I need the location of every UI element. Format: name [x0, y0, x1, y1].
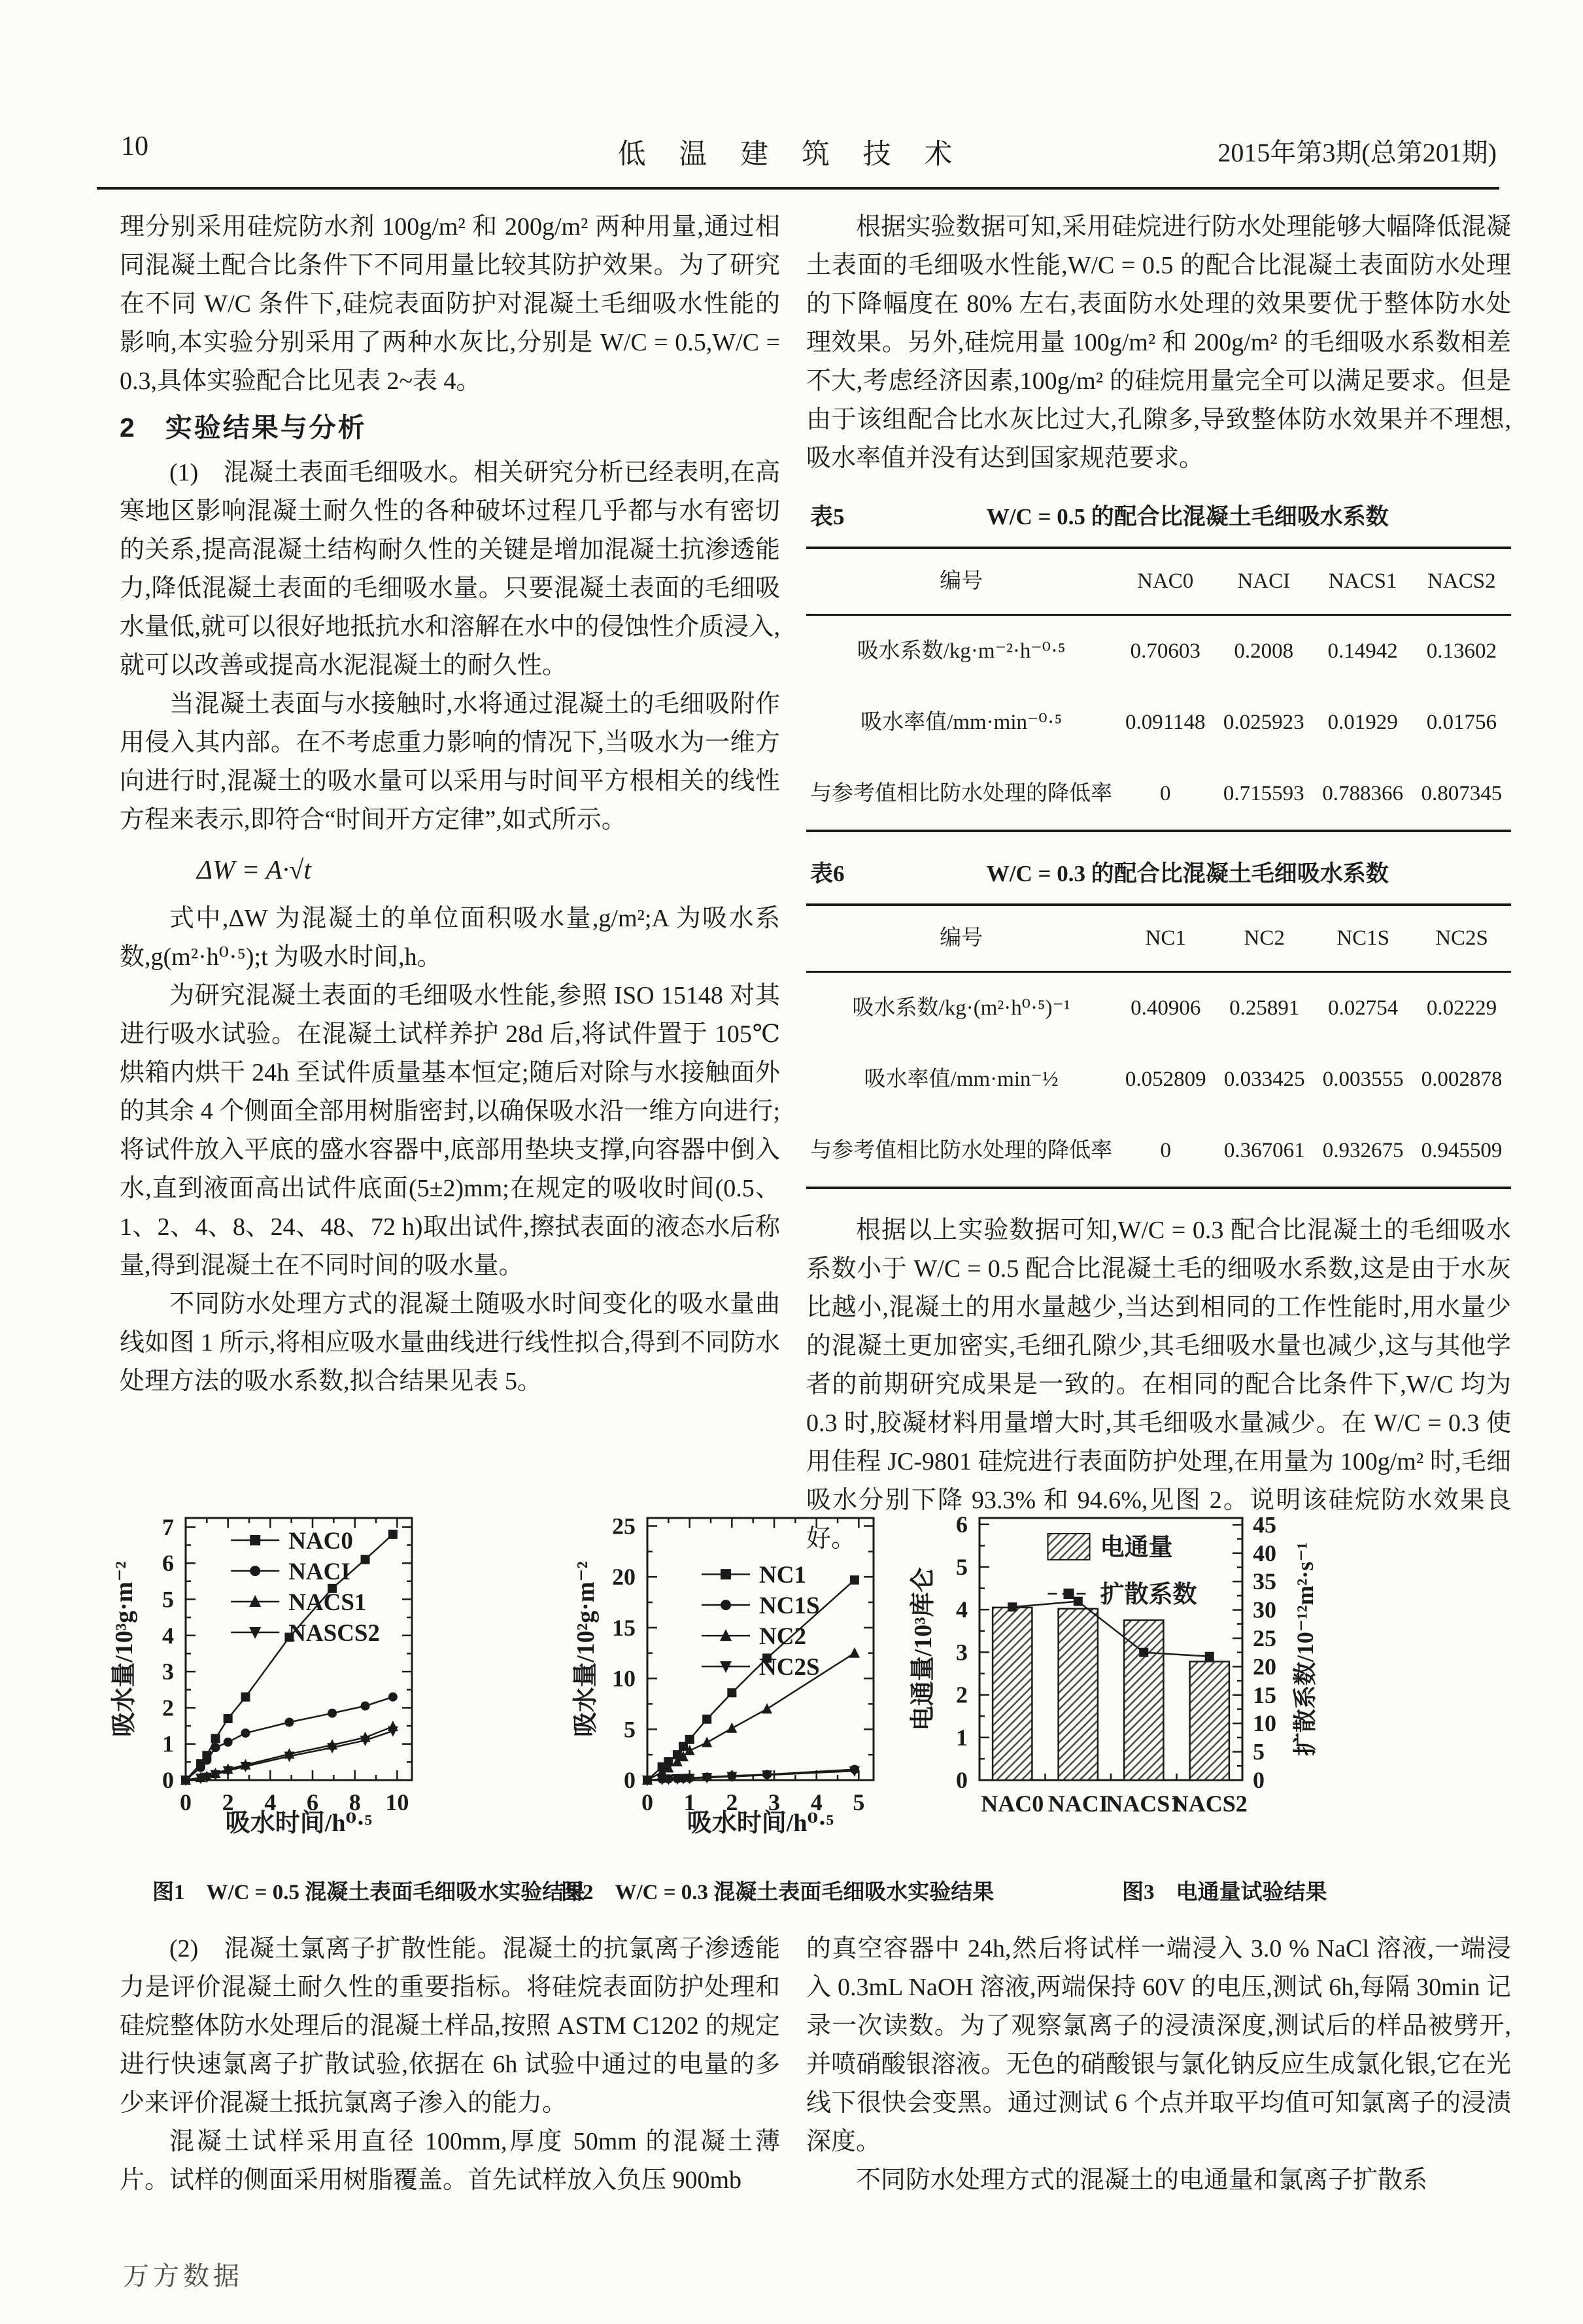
svg-text:20: 20	[612, 1564, 636, 1591]
table-cell: 0.40906	[1131, 996, 1201, 1020]
svg-text:1: 1	[956, 1724, 968, 1751]
table-cell: 0.002878	[1421, 1068, 1503, 1091]
figure2-caption: 图2 W/C = 0.3 混凝土表面毛细吸水实验结果	[561, 1881, 995, 1904]
paragraph: 不同防水处理方式的混凝土随吸水时间变化的吸水量曲线如图 1 所示,将相应吸水量曲线进行线性拟合,得到不同防水处理方法的吸水系数,拟合结果见表 5。	[120, 1290, 780, 1395]
figure3-charge-chart	[909, 1509, 1327, 1842]
figure2-line-chart	[570, 1509, 884, 1839]
table-header-cell: NACS1	[1313, 548, 1412, 615]
table-cell: 与参考值相比防水处理的降低率	[810, 1139, 1113, 1162]
svg-text:25: 25	[1253, 1625, 1276, 1652]
svg-text:5: 5	[162, 1586, 174, 1613]
svg-text:电通量: 电通量	[1100, 1534, 1173, 1561]
svg-text:6: 6	[307, 1789, 319, 1815]
table-cell: 0.788366	[1322, 782, 1403, 805]
svg-text:5: 5	[956, 1553, 968, 1580]
table-row	[806, 615, 1511, 688]
table6-title: W/C = 0.3 的配合比混凝土毛细吸水系数	[986, 861, 1389, 886]
paragraph: 当混凝土表面与水接触时,水将通过混凝土的毛细吸附作用侵入其内部。在不考虑重力影响的情况下,当吸水为一维方向进行时,混凝土的吸水量可以采用与时间平方根相关的线性方程来表示,即符合“时间开方定律”,如式所示。	[120, 690, 780, 834]
svg-text:40: 40	[1253, 1540, 1276, 1566]
paragraph: 混凝土试样采用直径 100mm,厚度 50mm 的混凝土薄片。试样的侧面采用树脂覆盖。首先试样放入负压 900mb	[120, 2128, 780, 2194]
table-row	[806, 972, 1511, 1045]
svg-text:0: 0	[624, 1767, 636, 1793]
svg-text:1: 1	[683, 1789, 696, 1815]
svg-text:2: 2	[956, 1681, 968, 1708]
table-cell: 0	[1159, 782, 1171, 805]
svg-text:4: 4	[810, 1789, 823, 1815]
table-cell: 吸水率值/mm·min⁻⁰·⁵	[860, 711, 1063, 734]
table6-block	[806, 854, 1511, 1189]
table-cell: 0.715593	[1223, 782, 1304, 805]
svg-text:2: 2	[726, 1789, 738, 1815]
table5	[806, 547, 1511, 832]
table-row	[806, 758, 1511, 831]
table-header-cell: NC2	[1215, 905, 1314, 972]
figure3-bar-line-chart	[909, 1509, 1327, 1839]
table-cell: 0.2008	[1234, 639, 1294, 663]
table-cell: 0.70603	[1130, 639, 1200, 663]
table-header-cell: NC1	[1116, 905, 1215, 972]
svg-text:15: 15	[612, 1614, 636, 1641]
svg-text:6: 6	[162, 1550, 174, 1577]
table-cell: 0.033425	[1223, 1068, 1305, 1091]
paragraph: 的真空容器中 24h,然后将试样一端浸入 3.0 % NaCl 溶液,一端浸入 0.3mL NaOH 溶液,两端保持 60V 的电压,测试 6h,每隔 30min 记录一次读数。为了观察氯离子的浸渍深度,测试后的样品被劈开,并喷硝酸银溶液。无色的硝酸银与氯化钠反应生成氯化银,它在光线下很快会变黑。通过测试 6 个点并取平均值可知氯离子的浸渍深度。	[806, 1935, 1511, 2155]
paragraph: (2) 混凝土氯离子扩散性能。混凝土的抗氯离子渗透能力是评价混凝土耐久性的重要指标。将硅烷表面防护处理和硅烷整体防水处理后的混凝土样品,按照 ASTM C1202 的规定进行快速氯离子扩散试验,依据在 6h 试验中通过的电量的多少来评价混凝土抵抗氯离子渗入的能力。	[120, 1935, 780, 2117]
svg-text:NACS1: NACS1	[288, 1589, 367, 1617]
table-cell: 0.091148	[1125, 711, 1206, 734]
svg-text:NAC0: NAC0	[288, 1528, 353, 1555]
svg-text:3: 3	[768, 1789, 781, 1815]
svg-text:5: 5	[1253, 1738, 1265, 1765]
left-column	[120, 208, 780, 1401]
table-header-cell: NC1S	[1314, 905, 1412, 972]
table-cell: 0.14942	[1327, 639, 1398, 663]
table-cell: 0.25891	[1229, 996, 1300, 1020]
table6-label: 表6	[810, 861, 845, 886]
svg-text:1: 1	[162, 1730, 174, 1757]
table-header-cell: NACS2	[1412, 548, 1511, 615]
paragraph: 根据实验数据可知,采用硅烷进行防水处理能够大幅降低混凝土表面的毛细吸水性能,W/C = 0.5 的配合比混凝土表面防水处理的下降幅度在 80% 左右,表面防水处理的效果要优于整体防水处理效果。另外,硅烷用量 100g/m² 和 200g/m² 的毛细吸水系数相差不大,考虑经济因素,100g/m² 的硅烷用量完全可以满足要求。但是由于该组配合比水灰比过大,孔隙多,导致整体防水效果并不理想,吸水率值并没有达到国家规范要求。	[806, 213, 1511, 472]
table-cell: 0.807345	[1421, 782, 1503, 805]
figure1-caption: 图1 W/C = 0.5 混凝土表面毛细吸水实验结果	[152, 1881, 586, 1904]
table-cell: 0.052809	[1125, 1068, 1206, 1091]
svg-text:10: 10	[385, 1789, 409, 1815]
svg-text:NC1S: NC1S	[759, 1592, 820, 1620]
svg-text:15: 15	[1253, 1681, 1276, 1708]
table-cell: 吸水系数/kg·m⁻²·h⁻⁰·⁵	[857, 639, 1066, 663]
table-cell: 0.02754	[1327, 996, 1399, 1020]
table-cell: 吸水系数/kg·(m²·h⁰·⁵)⁻¹	[852, 996, 1070, 1020]
paragraph: 式中,ΔW 为混凝土的单位面积吸水量,g/m²;A 为吸水系数,g(m²·h⁰·⁵);t 为吸水时间,h。	[120, 905, 780, 971]
table-cell: 0.945509	[1421, 1139, 1503, 1162]
table-cell: 0.003555	[1322, 1068, 1404, 1091]
svg-text:NAC0: NAC0	[981, 1791, 1044, 1817]
paragraph: (1) 混凝土表面毛细吸水。相关研究分析已经表明,在高寒地区影响混凝土耐久性的各种破坏过程几乎都与水有密切的关系,提高混凝土结构耐久性的关键是增加混凝土抗渗透能力,降低混凝土表面的毛细吸水量。只要混凝土表面的毛细吸水量低,就可以很好地抵抗水和溶解在水中的侵蚀性介质浸入,就可以改善或提高水泥混凝土的耐久性。	[120, 459, 780, 679]
table-header-cell: NACI	[1214, 548, 1313, 615]
table5-caption	[806, 497, 1511, 536]
table-cell: 0.932675	[1322, 1139, 1404, 1162]
svg-text:扩散系数: 扩散系数	[1100, 1581, 1197, 1608]
table-header-cell: NC2S	[1412, 905, 1511, 972]
table6	[806, 903, 1511, 1189]
svg-text:电通量/10³库仑: 电通量/10³库仑	[910, 1567, 937, 1731]
table5-title: W/C = 0.5 的配合比混凝土毛细吸水系数	[986, 504, 1389, 530]
table6-caption	[806, 854, 1511, 893]
svg-text:NASCS2: NASCS2	[288, 1620, 381, 1647]
svg-text:0: 0	[1253, 1767, 1265, 1793]
svg-text:吸水量/10²g·m⁻²: 吸水量/10²g·m⁻²	[572, 1561, 600, 1737]
table-cell: 0.13602	[1426, 639, 1497, 663]
wanfang-watermark: 万方数据	[123, 2261, 243, 2291]
svg-text:4: 4	[264, 1789, 277, 1815]
table5-label: 表5	[810, 504, 845, 530]
page-number: 10	[121, 131, 148, 161]
right-column-bottom	[806, 1930, 1511, 2200]
svg-text:2: 2	[162, 1694, 174, 1721]
svg-text:35: 35	[1253, 1568, 1276, 1595]
table-cell: 0.01929	[1327, 711, 1398, 734]
paragraph: 理分别采用硅烷防水剂 100g/m² 和 200g/m² 两种用量,通过相同混凝土配合比条件下不同用量比较其防护效果。为了研究在不同 W/C 条件下,硅烷表面防护对混凝土毛细吸水性能的影响,本实验分别采用了两种水灰比,分别是 W/C = 0.5,W/C = 0.3,具体实验配合比见表 2~表 4。	[120, 213, 780, 395]
svg-text:4: 4	[956, 1596, 968, 1623]
svg-text:45: 45	[1253, 1511, 1276, 1538]
issue-info: 2015年第3期(总第201期)	[1217, 138, 1497, 167]
table-cell: 0.01756	[1426, 711, 1497, 734]
svg-text:吸水时间/h⁰·⁵: 吸水时间/h⁰·⁵	[687, 1810, 834, 1837]
svg-text:8: 8	[349, 1789, 361, 1815]
table-row	[806, 1044, 1511, 1115]
table-row	[806, 1115, 1511, 1188]
svg-text:20: 20	[1253, 1653, 1276, 1680]
svg-text:吸水量/10³g·m⁻²: 吸水量/10³g·m⁻²	[111, 1561, 138, 1737]
svg-text:6: 6	[956, 1511, 968, 1538]
paragraph: 为研究混凝土表面的毛细吸水性能,参照 ISO 15148 对其进行吸水试验。在混凝土试样养护 28d 后,将试件置于 105℃ 烘箱内烘干 24h 至试件质量基本恒定;随后对除与水接触面外的其余 4 个侧面全部用树脂密封,以确保吸水沿一维方向进行;将试件放入平底的盛水容器中,底部用垫块支撑,向容器中倒入水,直到液面高出试件底面(5±2)mm;在规定的吸收时间(0.5、1、2、4、8、24、48、72 h)取出试件,擦拭表面的液态水后称量,得到混凝土在不同时间的吸水量。	[120, 982, 780, 1279]
svg-text:0: 0	[162, 1767, 174, 1793]
table-header-cell: 编号	[806, 548, 1116, 615]
svg-text:7: 7	[162, 1513, 174, 1540]
left-column-bottom	[120, 1930, 780, 2200]
header-rule	[97, 187, 1499, 190]
journal-title: 低 温 建 筑 技 术	[617, 139, 966, 170]
table-cell: 0.02229	[1426, 996, 1497, 1020]
svg-text:NACS1: NACS1	[1106, 1791, 1182, 1817]
table-header-cell: NAC0	[1116, 548, 1214, 615]
table-row	[806, 687, 1511, 758]
figure2-absorption-chart	[570, 1509, 884, 1842]
svg-text:4: 4	[162, 1622, 174, 1649]
svg-text:0: 0	[641, 1789, 653, 1815]
table-header-cell: 编号	[806, 905, 1116, 972]
svg-text:NACI: NACI	[288, 1558, 350, 1586]
svg-text:3: 3	[956, 1639, 968, 1666]
svg-text:NC2: NC2	[759, 1623, 806, 1651]
figure1-absorption-chart	[109, 1509, 422, 1842]
paragraph: 根据以上实验数据可知,W/C = 0.3 配合比混凝土的毛细吸水系数小于 W/C = 0.5 配合比混凝土毛的细吸水系数,这是由于水灰比越小,混凝土的用水量越少,当达到相同的工作性能时,用水量少的混凝土更加密实,毛细孔隙少,其毛细吸水量也减少,这与其他学者的前期研究成果是一致的。在相同的配合比条件下,W/C 均为 0.3 时,胶凝材料用量增大时,其毛细吸水量减少。在 W/C = 0.3 使用佳程 JC-9801 硅烷进行表面防护处理,在用量为 100g/m² 时,毛细吸水分别下降 93.3% 和 94.6%,见图 2。说明该硅烷防水效果良好。	[806, 1217, 1511, 1553]
svg-text:NC1: NC1	[759, 1562, 806, 1589]
svg-text:扩散系数/10⁻¹²m²·s⁻¹: 扩散系数/10⁻¹²m²·s⁻¹	[1292, 1541, 1318, 1757]
svg-text:0: 0	[180, 1789, 192, 1815]
svg-text:2: 2	[222, 1789, 234, 1815]
table-cell: 吸水率值/mm·min⁻½	[864, 1068, 1059, 1091]
section-heading: 2 实验结果与分析	[120, 413, 367, 443]
right-column	[806, 208, 1511, 1558]
svg-text:吸水时间/h⁰·⁵: 吸水时间/h⁰·⁵	[225, 1810, 373, 1837]
svg-text:5: 5	[624, 1716, 636, 1743]
table-cell: 0.367061	[1223, 1139, 1305, 1162]
table-cell: 0.025923	[1223, 711, 1304, 734]
paragraph: 不同防水处理方式的混凝土的电通量和氯离子扩散系	[856, 2166, 1428, 2194]
figure1-line-chart	[109, 1509, 422, 1839]
figure3-caption: 图3 电通量试验结果	[1122, 1881, 1327, 1904]
svg-text:NC2S: NC2S	[759, 1654, 820, 1681]
svg-text:NACI: NACI	[1047, 1791, 1108, 1817]
svg-text:NACS2: NACS2	[1171, 1791, 1248, 1817]
equation: ΔW = A·√t	[197, 854, 311, 884]
table5-block	[806, 497, 1511, 832]
svg-text:5: 5	[853, 1789, 865, 1815]
svg-text:10: 10	[612, 1665, 636, 1692]
table-cell: 0	[1160, 1139, 1172, 1162]
svg-text:25: 25	[612, 1513, 636, 1540]
svg-text:3: 3	[162, 1659, 174, 1685]
table-cell: 与参考值相比防水处理的降低率	[810, 782, 1113, 805]
svg-text:10: 10	[1253, 1710, 1276, 1737]
svg-text:0: 0	[956, 1767, 968, 1793]
svg-text:30: 30	[1253, 1596, 1276, 1623]
